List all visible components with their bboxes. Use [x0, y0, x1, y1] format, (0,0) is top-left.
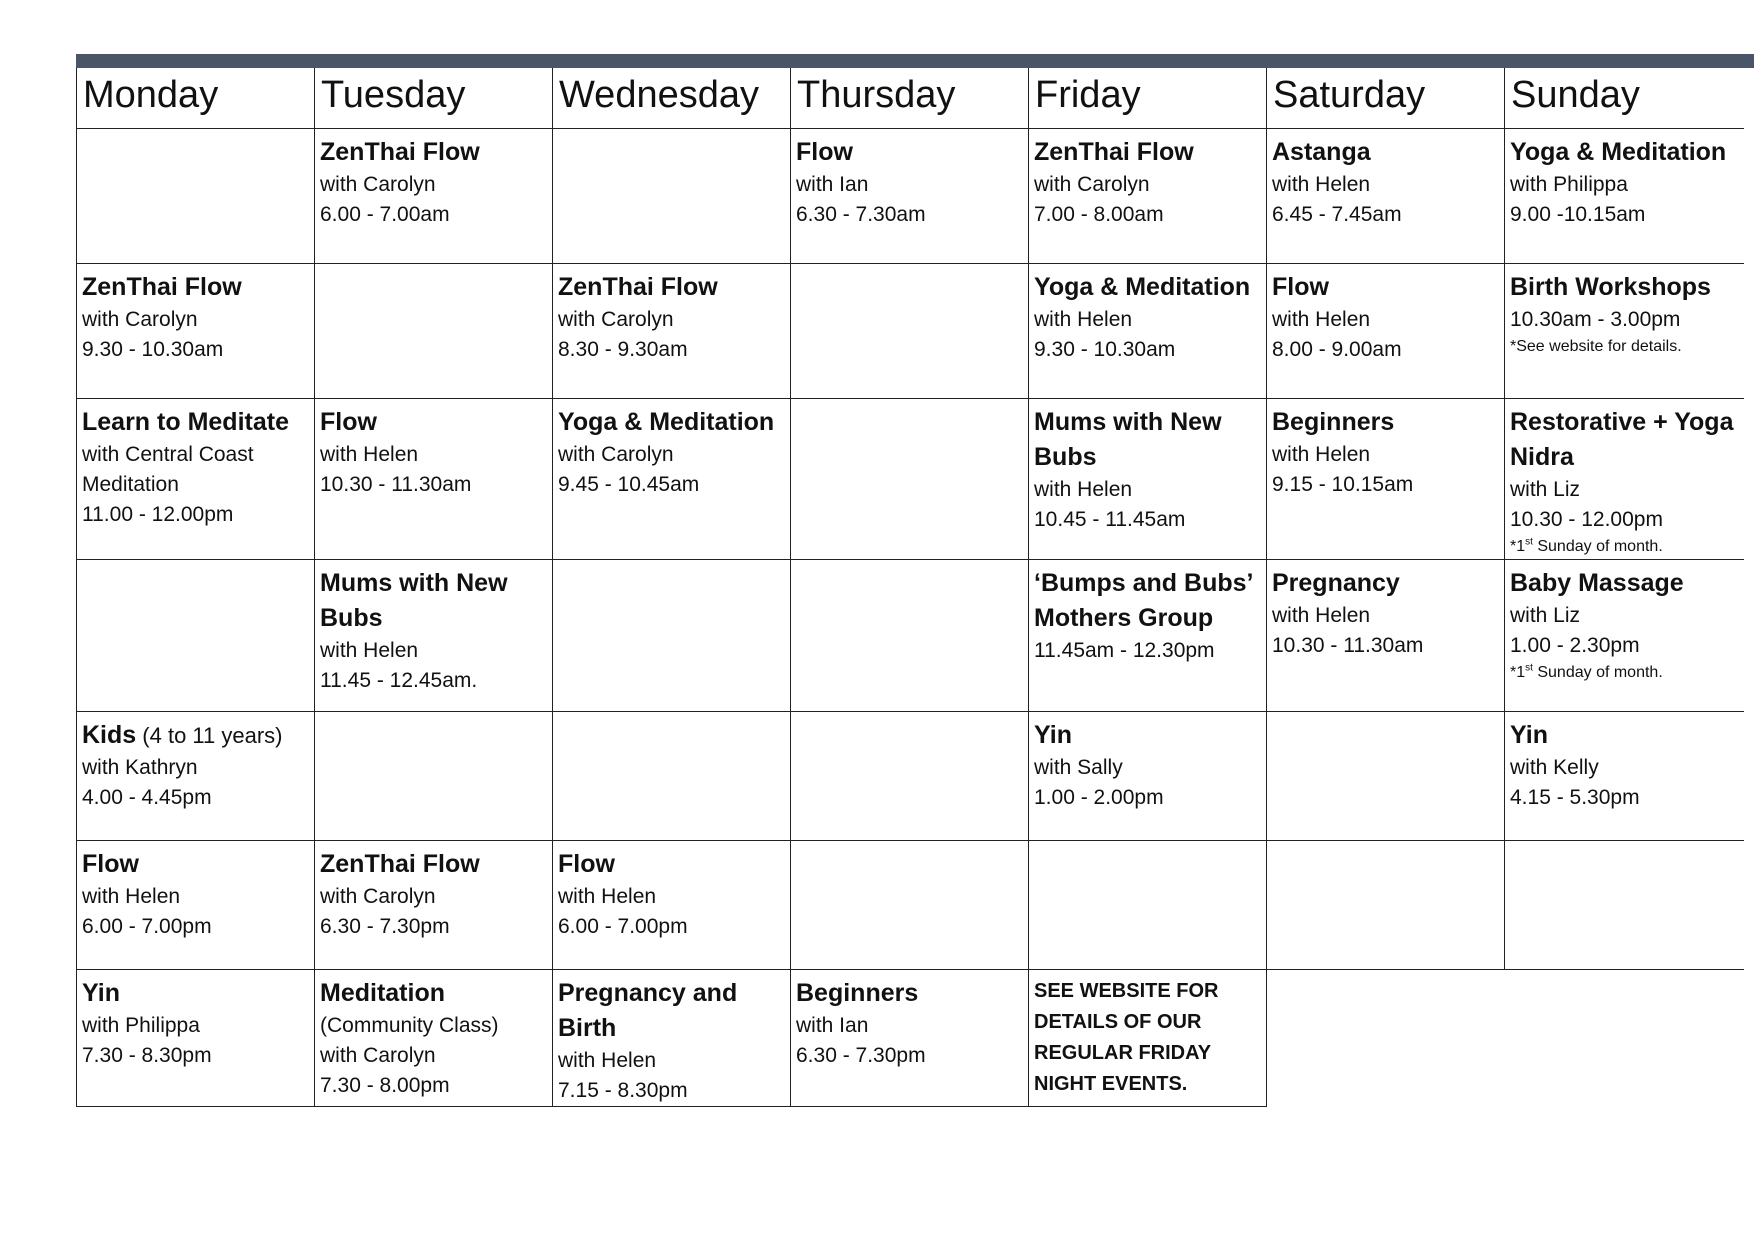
empty-slot-wednesday — [553, 129, 791, 264]
class-name: Mums with New Bubs — [320, 569, 508, 632]
class-time: 7.30 - 8.30pm — [82, 1044, 212, 1067]
class-slot-friday — [1029, 264, 1267, 399]
class-detail: with Liz — [1510, 604, 1581, 627]
class-detail: with Carolyn — [320, 173, 436, 196]
class-time: 9.30 - 10.30am — [1034, 338, 1176, 361]
empty-slot-friday — [1029, 841, 1267, 970]
class-time: 7.15 - 8.30pm — [558, 1079, 688, 1102]
empty-slot-thursday — [791, 560, 1029, 712]
class-slot-saturday — [1267, 560, 1505, 712]
class-note: *See website for details. — [1510, 338, 1682, 355]
empty-cell — [1267, 970, 1505, 1107]
class-slot-sunday — [1505, 560, 1744, 712]
class-time: 10.30 - 11.30am — [1272, 634, 1424, 657]
timetable-row — [77, 264, 1744, 399]
timetable-row — [77, 560, 1744, 712]
class-time: 7.00 - 8.00am — [1034, 203, 1164, 226]
class-name: Yin — [82, 979, 120, 1007]
day-header-thursday: Thursday — [791, 68, 1029, 129]
class-detail: (Community Class) — [320, 1014, 499, 1037]
class-detail: with Ian — [796, 1014, 869, 1037]
class-name: Birth Workshops — [1510, 273, 1711, 301]
class-slot-tuesday — [315, 841, 553, 970]
friday-events-note: SEE WEBSITE FOR DETAILS OF OUR REGULAR FRIDAY NIGHT EVENTS. — [1034, 980, 1219, 1095]
empty-slot-tuesday — [315, 712, 553, 841]
empty-slot-saturday — [1267, 841, 1505, 970]
class-detail: with Ian — [796, 173, 869, 196]
class-time: 8.00 - 9.00am — [1272, 338, 1402, 361]
empty-slot-wednesday — [553, 560, 791, 712]
timetable-row — [77, 712, 1744, 841]
class-detail: with Carolyn — [320, 885, 436, 908]
note-superscript: st — [1525, 662, 1533, 674]
class-slot-monday — [77, 841, 315, 970]
class-detail: with Carolyn — [82, 308, 198, 331]
class-name: Flow — [320, 408, 377, 436]
class-time: 9.45 - 10.45am — [558, 473, 700, 496]
empty-slot-tuesday — [315, 264, 553, 399]
class-slot-monday — [77, 264, 315, 399]
note-superscript: st — [1525, 536, 1533, 548]
class-name: Yoga & Meditation — [1510, 138, 1727, 166]
class-name: Flow — [1272, 273, 1329, 301]
class-slot-friday — [1029, 129, 1267, 264]
class-name: Kids (4 to 11 years) — [82, 721, 283, 749]
empty-slot-saturday — [1267, 712, 1505, 841]
timetable-row — [77, 841, 1744, 970]
class-time: 6.30 - 7.30pm — [796, 1044, 926, 1067]
class-name: ZenThai Flow — [1034, 138, 1194, 166]
class-name: Restorative + Yoga Nidra — [1510, 408, 1734, 471]
timetable-row — [77, 970, 1744, 1107]
empty-slot-sunday — [1505, 841, 1744, 970]
class-name: Pregnancy and Birth — [558, 979, 738, 1042]
class-slot-sunday — [1505, 264, 1744, 399]
class-name: Yoga & Meditation — [558, 408, 775, 436]
empty-cell — [1505, 970, 1744, 1107]
empty-slot-thursday — [791, 712, 1029, 841]
empty-slot-thursday — [791, 264, 1029, 399]
class-time: 4.00 - 4.45pm — [82, 786, 212, 809]
class-note: *1st Sunday of month. — [1510, 536, 1663, 555]
day-header-tuesday: Tuesday — [315, 68, 553, 129]
class-time: 8.30 - 9.30am — [558, 338, 688, 361]
class-slot-wednesday — [553, 399, 791, 560]
class-detail: with Helen — [558, 885, 657, 908]
class-detail: with Liz — [1510, 478, 1581, 501]
class-slot-friday — [1029, 712, 1267, 841]
class-name: ZenThai Flow — [320, 138, 480, 166]
day-header-sunday: Sunday — [1505, 68, 1744, 129]
class-slot-sunday — [1505, 399, 1744, 560]
empty-slot-monday — [77, 560, 315, 712]
class-time: 6.00 - 7.00pm — [558, 915, 688, 938]
class-time: 4.15 - 5.30pm — [1510, 786, 1640, 809]
class-detail: with Sally — [1034, 756, 1123, 779]
class-name: Yoga & Meditation — [1034, 273, 1251, 301]
class-detail: with Helen — [1272, 604, 1371, 627]
class-time: 6.45 - 7.45am — [1272, 203, 1402, 226]
class-time: 11.45 - 12.45am. — [320, 669, 478, 692]
class-detail: with Helen — [320, 639, 419, 662]
class-name: Yin — [1034, 721, 1072, 749]
class-time: 9.00 -10.15am — [1510, 203, 1646, 226]
day-header-wednesday: Wednesday — [553, 68, 791, 129]
class-time: 10.30 - 12.00pm — [1510, 508, 1663, 531]
class-detail: with Carolyn — [558, 443, 674, 466]
class-detail: with Central Coast — [82, 443, 254, 466]
class-time: 6.00 - 7.00am — [320, 203, 450, 226]
class-note: *1st Sunday of month. — [1510, 662, 1663, 681]
class-name: Baby Massage — [1510, 569, 1684, 597]
class-detail: with Kelly — [1510, 756, 1599, 779]
class-detail: with Helen — [320, 443, 419, 466]
class-time: 7.30 - 8.00pm — [320, 1074, 450, 1097]
class-detail: with Carolyn — [320, 1044, 436, 1067]
class-slot-sunday — [1505, 712, 1744, 841]
class-slot-wednesday — [553, 970, 791, 1107]
empty-slot-monday — [77, 129, 315, 264]
class-slot-monday — [77, 970, 315, 1107]
class-slot-friday — [1029, 970, 1267, 1107]
weekly-timetable — [76, 68, 1744, 1107]
day-header-row — [77, 68, 1744, 129]
empty-slot-wednesday — [553, 712, 791, 841]
class-name: Meditation — [320, 979, 445, 1007]
class-slot-friday — [1029, 399, 1267, 560]
class-detail: with Helen — [1034, 308, 1133, 331]
class-detail: with Philippa — [82, 1014, 200, 1037]
day-header-friday: Friday — [1029, 68, 1267, 129]
class-name: ZenThai Flow — [558, 273, 718, 301]
class-name: Beginners — [796, 979, 919, 1007]
class-detail: with Helen — [1272, 173, 1371, 196]
class-slot-wednesday — [553, 841, 791, 970]
class-slot-saturday — [1267, 399, 1505, 560]
class-detail: with Helen — [1272, 308, 1371, 331]
timetable-row — [77, 399, 1744, 560]
class-time: 11.00 - 12.00pm — [82, 503, 234, 526]
empty-slot-thursday — [791, 841, 1029, 970]
class-slot-tuesday — [315, 129, 553, 264]
class-slot-tuesday — [315, 399, 553, 560]
class-name: ZenThai Flow — [82, 273, 242, 301]
class-age-range: (4 to 11 years) — [136, 723, 283, 748]
class-slot-saturday — [1267, 129, 1505, 264]
day-header-saturday: Saturday — [1267, 68, 1505, 129]
class-time: 10.30am - 3.00pm — [1510, 308, 1681, 331]
class-time: 6.30 - 7.30pm — [320, 915, 450, 938]
class-slot-sunday — [1505, 129, 1744, 264]
class-name: Yin — [1510, 721, 1548, 749]
class-name: Learn to Meditate — [82, 408, 289, 436]
class-detail: with Helen — [558, 1049, 657, 1072]
class-slot-monday — [77, 712, 315, 841]
class-name: Astanga — [1272, 138, 1371, 166]
class-slot-friday — [1029, 560, 1267, 712]
class-name: Flow — [558, 850, 615, 878]
class-slot-wednesday — [553, 264, 791, 399]
class-name: Mums with New Bubs — [1034, 408, 1222, 471]
class-time: 6.30 - 7.30am — [796, 203, 926, 226]
class-time: 1.00 - 2.00pm — [1034, 786, 1164, 809]
class-detail: with Helen — [82, 885, 181, 908]
class-name: Pregnancy — [1272, 569, 1400, 597]
timetable-row — [77, 129, 1744, 264]
class-time: 10.30 - 11.30am — [320, 473, 472, 496]
class-slot-saturday — [1267, 264, 1505, 399]
class-slot-monday — [77, 399, 315, 560]
class-time: 9.15 - 10.15am — [1272, 473, 1414, 496]
class-slot-thursday — [791, 970, 1029, 1107]
class-name: Beginners — [1272, 408, 1395, 436]
class-time: 6.00 - 7.00pm — [82, 915, 212, 938]
class-time: 1.00 - 2.30pm — [1510, 634, 1640, 657]
day-header-monday: Monday — [77, 68, 315, 129]
header-bar — [76, 54, 1754, 68]
class-slot-tuesday — [315, 970, 553, 1107]
class-name: ZenThai Flow — [320, 850, 480, 878]
empty-slot-thursday — [791, 399, 1029, 560]
class-detail: with Helen — [1034, 478, 1133, 501]
class-detail: Meditation — [82, 473, 179, 496]
class-detail: with Carolyn — [1034, 173, 1150, 196]
class-slot-tuesday — [315, 560, 553, 712]
class-time: 10.45 - 11.45am — [1034, 508, 1186, 531]
class-detail: with Carolyn — [558, 308, 674, 331]
class-slot-thursday — [791, 129, 1029, 264]
class-detail: with Helen — [1272, 443, 1371, 466]
class-detail: with Philippa — [1510, 173, 1628, 196]
class-name: Flow — [796, 138, 853, 166]
class-time: 9.30 - 10.30am — [82, 338, 224, 361]
class-name: ‘Bumps and Bubs’ Mothers Group — [1034, 569, 1253, 632]
class-name: Flow — [82, 850, 139, 878]
class-time: 11.45am - 12.30pm — [1034, 639, 1215, 662]
class-detail: with Kathryn — [82, 756, 198, 779]
